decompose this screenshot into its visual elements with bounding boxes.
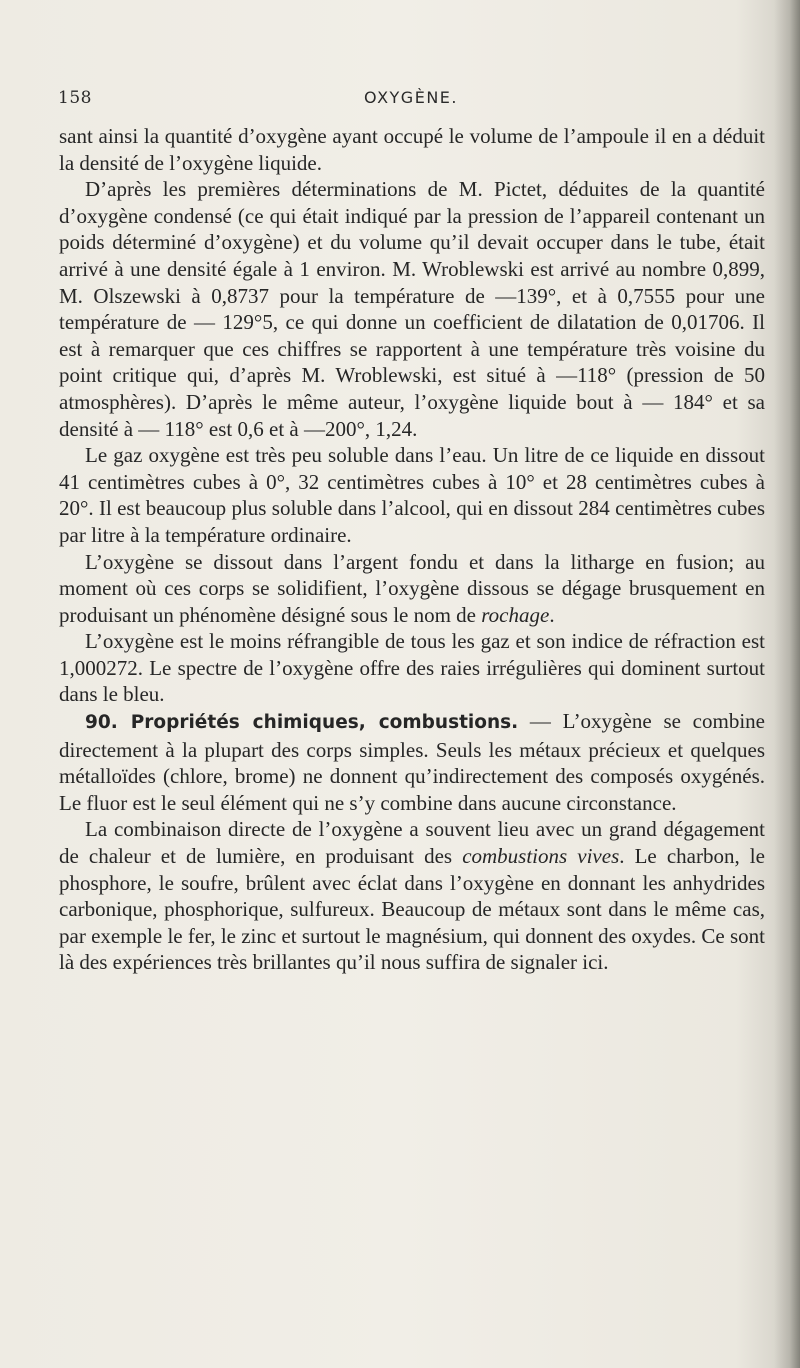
page-gutter-shadow [774,0,800,1368]
paragraph-text: — L’oxygène se combine directement à la plupart des corps simples. Seuls les métaux précieux et quelques métalloïdes (chlore, brome) ne donnent qu’indirectement des composés oxygénés. Le fluor est le seul élément qui ne s’y combine dans aucune circonstance. [59,709,765,815]
paragraph [59,123,765,176]
paragraph-text: Le gaz oxygène est très peu soluble dans l’eau. Un litre de ce liquide en dissout 41 centimètres cubes à 0°, 32 centimètres cubes à 10° et 28 centimètres cubes à 20°. Il est beaucoup plus soluble dans l’alcool, qui en dissout 284 centimètres cubes par litre à la température ordinaire. [59,443,765,547]
italic-term: rochage [481,602,550,627]
page-header [58,88,764,112]
paragraph [59,628,765,708]
running-title: OXYGÈNE. [364,88,458,107]
section-heading: 90. Propriétés chimiques, combustions. [85,712,519,734]
page-number: 158 [58,88,92,108]
paragraph [59,442,765,548]
italic-term: combustions vives [462,844,620,869]
paragraph-text: . Le charbon, le phosphore, le soufre, brûlent avec éclat dans l’oxygène en donnant les anhydrides carbonique, phosphorique, sulfureux. Beaucoup de métaux sont dans le même cas, par exemple le fer, le zinc et surtout le magnésium, qui donnent des oxydes. Ce sont là des expériences très brillantes qu’il nous suffira de signaler ici. [59,844,765,975]
body-text [59,123,765,976]
paragraph-text: . [549,602,555,627]
paragraph-text: D’après les premières déterminations de M. Pictet, déduites de la quantité d’oxygène condensé (ce qui était indiqué par la pression de l’appareil contenant un poids déterminé d’oxygène) et du volume qu’il devait occuper dans le tube, était arrivé à une densité égale à 1 environ. M. Wroblewski est arrivé au nombre 0,899, M. Olszewski à 0,8737 pour la température de —139°, et à 0,7555 pour une température de — 129°5, ce qui donne un coefficient de dilatation de 0,01706. Il est à remarquer que ces chiffres se rapportent à une température très voisine du point critique qui, d’après M. Wroblewski, est situé à —118° (pression de 50 atmosphères). D’après le même auteur, l’oxygène liquide bout à — 184° et sa densité à — 118° est 0,6 et à —200°, 1,24. [59,177,765,441]
paragraph-text: L’oxygène se dissout dans l’argent fondu et dans la litharge en fusion; au moment où ces corps se solidifient, l’oxygène dissous se dégage brusquement en produisant un phénomène désigné sous le nom de [59,549,765,627]
paragraph-text: La combinaison directe de l’oxygène a souvent lieu avec un grand dégagement de chaleur et de lumière, en produisant des [59,817,765,869]
paragraph [59,708,765,816]
paragraph [59,816,765,976]
paragraph-text: L’oxygène est le moins réfrangible de tous les gaz et son indice de réfraction est 1,000272. Le spectre de l’oxygène offre des raies irrégulières qui dominent surtout dans le bleu. [59,629,765,707]
paragraph-text: sant ainsi la quantité d’oxygène ayant occupé le volume de l’ampoule il en a déduit la densité de l’oxygène liquide. [59,124,765,175]
paragraph [59,176,765,442]
paragraph [59,549,765,629]
